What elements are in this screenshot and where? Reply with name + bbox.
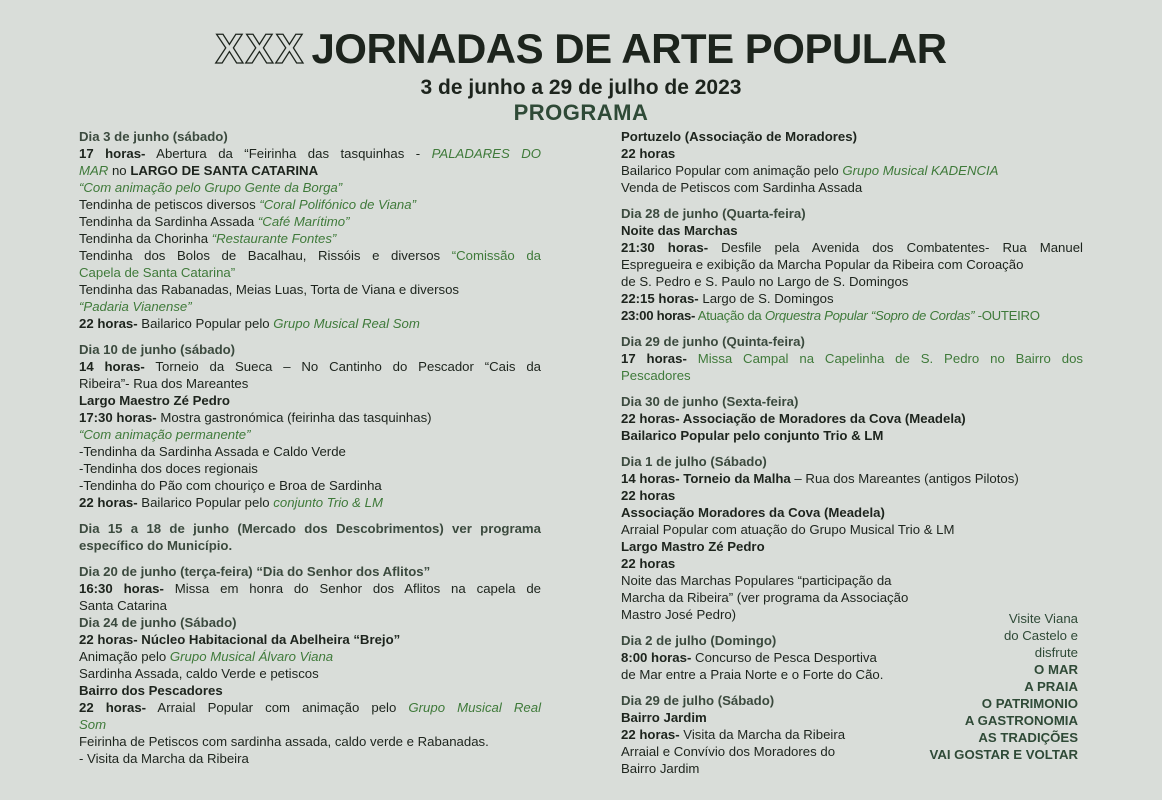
program-line: específico do Município. xyxy=(79,538,233,553)
day-heading: Dia 10 de junho (sábado) xyxy=(79,342,236,357)
program-line: -Tendinha dos doces regionais xyxy=(79,461,258,476)
venue-heading: Bairro dos Pescadores xyxy=(79,683,223,698)
program-line: “Com animação permanente” xyxy=(79,427,251,442)
callout-item: O MAR xyxy=(1034,662,1078,677)
program-line: Tendinha de petiscos diversos “Coral Polifónico de Viana” xyxy=(79,197,416,212)
page-header xyxy=(0,25,1162,126)
tourism-callout xyxy=(910,610,1078,763)
program-line: Sardinha Assada, caldo Verde e petiscos xyxy=(79,666,319,681)
program-line: Tendinha da Chorinha “Restaurante Fontes” xyxy=(79,231,337,246)
venue-heading: Largo Maestro Zé Pedro xyxy=(79,393,230,408)
venue-heading: Largo Mastro Zé Pedro xyxy=(621,539,765,554)
venue-heading: Portuzelo (Associação de Moradores) xyxy=(621,129,857,144)
callout-intro-line: do Castelo e xyxy=(1003,628,1078,643)
callout-intro-line: Visite Viana xyxy=(1008,611,1078,626)
program-line: Animação pelo Grupo Musical Álvaro Viana xyxy=(79,649,334,664)
program-line: 8:00 horas- Concurso de Pesca Desportiva xyxy=(621,650,877,665)
program-line: Bairro Jardim xyxy=(621,761,700,776)
program-line: “Padaria Vianense” xyxy=(79,299,192,314)
program-line: Tendinha da Sardinha Assada “Café Marítimo” xyxy=(79,214,350,229)
program-left-column xyxy=(79,128,541,776)
program-line: Espregueira e exibição da Marcha Popular da Ribeira com Coroação xyxy=(621,257,1024,272)
callout-item: A PRAIA xyxy=(1024,679,1078,694)
program-line: 22:15 horas- Largo de S. Domingos xyxy=(621,291,834,306)
program-line: de S. Pedro e S. Paulo no Largo de S. Domingos xyxy=(621,274,909,289)
program-line: “Com animação pelo Grupo Gente da Borga” xyxy=(79,180,343,195)
program-line: 22 horas- Bailarico Popular pelo conjunto Trio & LM xyxy=(79,495,383,510)
event-title: JORNADAS DE ARTE POPULAR xyxy=(311,25,947,72)
program-line: Ribeira”- Rua dos Mareantes xyxy=(79,376,249,391)
venue-heading: Bairro Jardim xyxy=(621,710,707,725)
program-line: 22 horas- Arraial Popular com animação pelo Grupo Musical Real xyxy=(79,700,542,715)
day-heading: Dia 30 de junho (Sexta-feira) xyxy=(621,394,799,409)
program-line: 17 horas- Missa Campal na Capelinha de S. Pedro no Bairro dos xyxy=(621,351,1083,366)
program-line: Arraial Popular com atuação do Grupo Musical Trio & LM xyxy=(621,522,955,537)
program-line: -Tendinha do Pão com chouriço e Broa de Sardinha xyxy=(79,478,382,493)
program-line: 22 horas xyxy=(621,146,676,161)
day-block-24-junho xyxy=(79,614,541,767)
program-line: - Visita da Marcha da Ribeira xyxy=(79,751,249,766)
day-heading: Dia 1 de julho (Sábado) xyxy=(621,454,767,469)
day-block-28-junho xyxy=(621,205,1083,324)
program-line: 22 horas xyxy=(621,488,676,503)
day-heading: Dia 3 de junho (sábado) xyxy=(79,129,228,144)
programa-heading: PROGRAMA xyxy=(513,100,649,125)
day-block-10-junho xyxy=(79,341,541,511)
program-line: Bailarico Popular com animação pelo Grupo Musical KADENCIA xyxy=(621,163,999,178)
day-heading: Dia 24 de junho (Sábado) xyxy=(79,615,237,630)
program-line: 22 horas- Núcleo Habitacional da Abelheira “Brejo” xyxy=(79,632,401,647)
day-block-portuzelo xyxy=(621,128,1083,196)
program-line: -Tendinha da Sardinha Assada e Caldo Verde xyxy=(79,444,346,459)
program-line: Pescadores xyxy=(621,368,691,383)
callout-item: A GASTRONOMIA xyxy=(964,713,1078,728)
event-dates: 3 de junho a 29 de julho de 2023 xyxy=(420,76,742,99)
program-line: 23:00 horas- Atuação da Orquestra Popular “Sopro de Cordas” -OUTEIRO xyxy=(621,308,1040,323)
program-line: Marcha da Ribeira” (ver programa da Associação xyxy=(621,590,909,605)
program-line: Feirinha de Petiscos com sardinha assada, caldo verde e Rabanadas. xyxy=(79,734,489,749)
day-heading: Dia 29 de julho (Sábado) xyxy=(621,693,775,708)
day-block-29-junho xyxy=(621,333,1083,384)
page-title xyxy=(0,25,1162,72)
program-line: 22 horas- Visita da Marcha da Ribeira xyxy=(621,727,846,742)
program-line: de Mar entre a Praia Norte e o Forte do Cão. xyxy=(621,667,884,682)
callout-intro-line: disfrute xyxy=(1034,645,1078,660)
program-line: Dia 15 a 18 de junho (Mercado dos Descobrimentos) ver programa xyxy=(79,521,541,536)
program-line: Venda de Petiscos com Sardinha Assada xyxy=(621,180,863,195)
program-line: 16:30 horas- Missa em honra do Senhor dos Aflitos na capela de xyxy=(79,581,541,596)
program-line: Tendinha dos Bolos de Bacalhau, Rissóis e diversos “Comissão da xyxy=(79,248,541,263)
program-line: 17 horas- Abertura da “Feirinha das tasquinhas - PALADARES DO xyxy=(79,146,542,161)
day-heading: Dia 28 de junho (Quarta-feira) xyxy=(621,206,806,221)
program-line: Som xyxy=(79,717,107,732)
edition-number: XXX xyxy=(215,25,306,72)
program-line: Mastro José Pedro) xyxy=(621,607,737,622)
day-block-3-junho xyxy=(79,128,541,332)
callout-item: O PATRIMONIO xyxy=(981,696,1078,711)
day-heading: Dia 29 de junho (Quinta-feira) xyxy=(621,334,805,349)
program-line: Tendinha das Rabanadas, Meias Luas, Torta de Viana e diversos xyxy=(79,282,460,297)
callout-item: AS TRADIÇÕES xyxy=(978,730,1078,745)
venue-heading: Associação Moradores da Cova (Meadela) xyxy=(621,505,885,520)
day-block-30-junho xyxy=(621,393,1083,444)
program-line: 22 horas- Bailarico Popular pelo Grupo Musical Real Som xyxy=(79,316,420,331)
program-line: 14 horas- Torneio da Sueca – No Cantinho do Pescador “Cais da xyxy=(79,359,542,374)
program-line: Bailarico Popular pelo conjunto Trio & LM xyxy=(621,428,884,443)
program-line: Arraial e Convívio dos Moradores do xyxy=(621,744,836,759)
program-line: 14 horas- Torneio da Malha – Rua dos Mareantes (antigos Pilotos) xyxy=(621,471,1019,486)
day-block-20-junho xyxy=(79,563,541,614)
program-line: Capela de Santa Catarina” xyxy=(79,265,236,280)
program-line: 22 horas xyxy=(621,556,676,571)
day-heading: Dia 2 de julho (Domingo) xyxy=(621,633,777,648)
day-block-1-julho xyxy=(621,453,1083,623)
program-line: Noite das Marchas Populares “participação da xyxy=(621,573,892,588)
program-line: Noite das Marchas xyxy=(621,223,738,238)
program-line: 21:30 horas- Desfile pela Avenida dos Combatentes- Rua Manuel xyxy=(621,240,1083,255)
program-line: MAR no LARGO DE SANTA CATARINA xyxy=(79,163,319,178)
program-line: Santa Catarina xyxy=(79,598,167,613)
day-block-15-18-junho xyxy=(79,520,541,554)
program-line: 22 horas- Associação de Moradores da Cova (Meadela) xyxy=(621,411,966,426)
day-heading: Dia 20 de junho (terça-feira) “Dia do Senhor dos Aflitos” xyxy=(79,564,431,579)
callout-slogan: VAI GOSTAR E VOLTAR xyxy=(929,747,1078,762)
program-line: 17:30 horas- Mostra gastronómica (feirinha das tasquinhas) xyxy=(79,410,432,425)
